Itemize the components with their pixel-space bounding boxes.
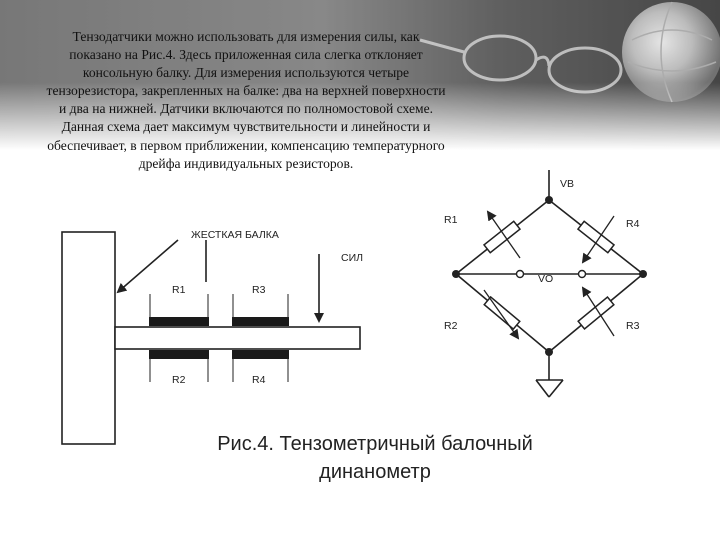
bridge-resistor-r4 [578,221,614,252]
gauge-r4 [232,350,289,359]
caption-line: Рис.4. Тензометричный балочный [217,433,533,455]
beam-pointer-arrow [118,240,178,292]
gauge-label-r3: R3 [252,284,266,296]
intro-line: Данная схема дает максимум чувствительности и линейности и [61,119,431,135]
intro-line: тензорезистора, закрепленных на балке: два на верхней поверхности [46,83,446,99]
force-label: СИЛ [341,252,364,264]
cantilever-assembly [62,232,360,444]
bridge-label-r2: R2 [444,320,458,332]
wall-support [62,232,115,444]
gauge-r1 [149,317,209,326]
gauge-label-r2: R2 [172,374,186,386]
node-bottom [545,348,553,356]
bridge-resistor-r1 [484,221,520,252]
supply-label: VB [560,178,575,190]
output-terminal-right [579,271,586,278]
bridge-label-r1: R1 [444,214,458,226]
intro-line: дрейфа индивидуальных резисторов. [138,155,354,171]
bridge-resistor-r3 [578,297,614,329]
node-left [452,270,460,278]
beam-label: ЖЕСТКАЯ БАЛКА [191,229,279,241]
ground-symbol [536,380,563,397]
output-terminal-left [517,271,524,278]
intro-line: Тензодатчики можно использовать для измерения силы, как [72,29,420,44]
intro-line: обеспечивает, в первом приближении, компенсацию температурного [47,137,445,153]
intro-line: и два на нижней. Датчики включаются по полномостовой схеме. [58,101,434,117]
intro-line: показано на Рис.4. Здесь приложенная сила слегка отклоняет [69,47,423,63]
gauge-r3 [232,317,289,326]
figure-caption [150,430,600,486]
output-label: VO [538,273,554,285]
gauge-r2 [149,350,209,359]
intro-line: консольную балку. Для измерения используются четыре [82,65,410,81]
bridge-label-r3: R3 [626,320,640,332]
rigid-beam [115,327,360,349]
node-top [545,196,553,204]
caption-line: динанометр [319,461,431,483]
gauge-label-r4: R4 [252,374,266,386]
bridge-resistor-r2 [484,297,520,329]
node-right [639,270,647,278]
bridge-label-r4: R4 [626,218,640,230]
gauge-label-r1: R1 [172,284,186,296]
